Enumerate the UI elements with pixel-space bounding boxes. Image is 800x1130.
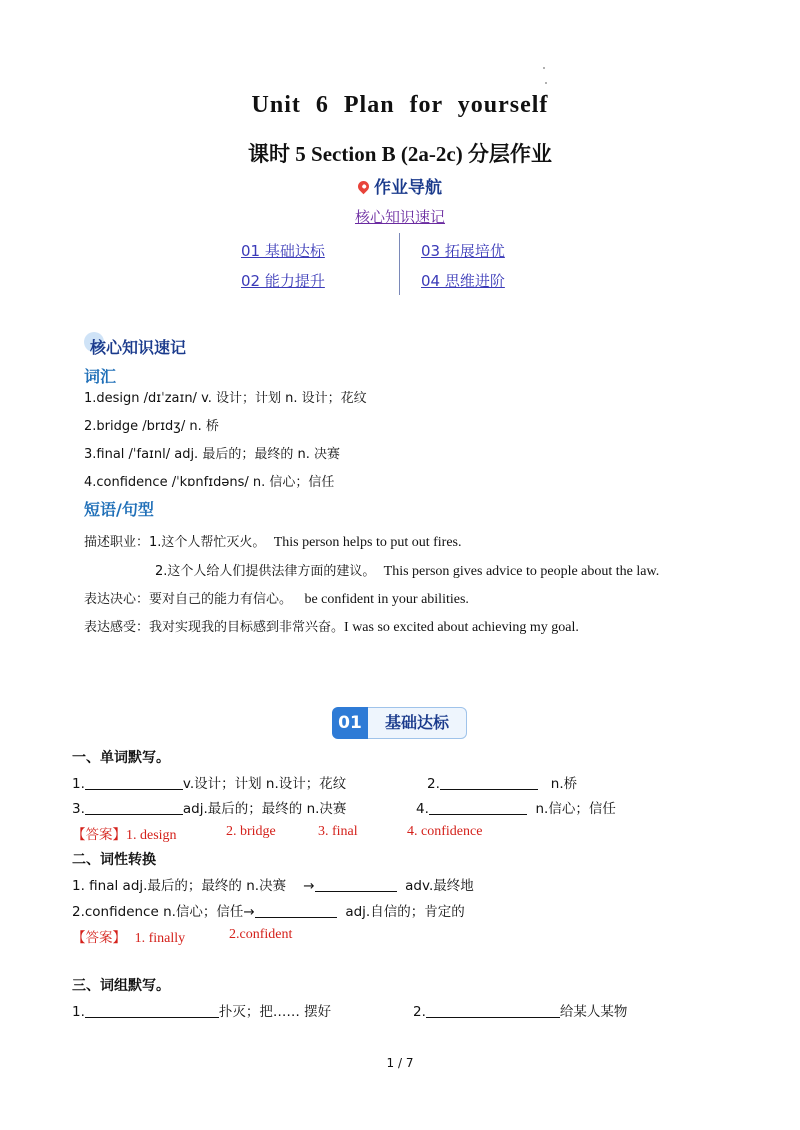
phrase-cn: 我对实现我的目标感到非常兴奋。 xyxy=(149,620,345,635)
question xyxy=(416,797,616,817)
phrase-item xyxy=(84,531,462,551)
vocab-heading: 词汇 xyxy=(84,367,117,386)
answer-item-wrap xyxy=(226,823,276,840)
answer-item: 2.confident xyxy=(229,927,293,942)
question-text: n.信心；信任 xyxy=(535,801,616,817)
question-text: adj.自信的；肯定的 xyxy=(345,904,465,920)
phrase-label: 表达感受： xyxy=(84,620,150,635)
answer-item: 4. confidence xyxy=(407,824,483,839)
page-title: Unit 6 Plan for yourself xyxy=(251,92,549,118)
answer-blank[interactable] xyxy=(429,800,527,815)
phrase-en: This person helps to put out fires. xyxy=(273,535,462,550)
question-text: 扑灭；把…… 摆好 xyxy=(218,1004,332,1020)
core-heading-text: 核心知识速记 xyxy=(90,338,187,357)
nav-link-01[interactable]: 01 基础达标 xyxy=(241,242,325,260)
question-text: v.设计；计划 n.设计；花纹 xyxy=(182,776,347,792)
phrase-cn: 1.这个人帮忙灭火。 xyxy=(149,535,266,550)
answer-item: 1. finally xyxy=(134,931,186,946)
answer-item: 2. bridge xyxy=(226,824,276,839)
core-section-heading xyxy=(84,332,214,358)
section-number: 01 xyxy=(332,707,368,739)
question xyxy=(427,772,577,792)
answer-blank[interactable] xyxy=(255,903,337,918)
nav-heading xyxy=(0,173,800,198)
question xyxy=(72,772,346,792)
nav-divider xyxy=(399,233,400,295)
arrow-icon: → xyxy=(303,878,315,894)
phrase-cn: 2.这个人给人们提供法律方面的建议。 xyxy=(155,564,376,579)
answer-blank[interactable] xyxy=(85,775,183,790)
question-text: 2.confidence n.信心；信任 xyxy=(72,904,244,920)
question-number: 1. xyxy=(72,1004,85,1020)
answer-line xyxy=(72,926,185,947)
phrase-label: 描述职业： xyxy=(84,535,150,550)
answer-blank[interactable] xyxy=(315,877,397,892)
phrase-cn: 要对自己的能力有信心。 xyxy=(149,592,293,607)
answer-item: 1. design xyxy=(126,828,177,843)
decorative-dot xyxy=(545,82,547,84)
question xyxy=(72,874,474,894)
vocab-item: 2.bridge /brɪdʒ/ n. 桥 xyxy=(84,419,219,434)
answer-label: 【答案】 xyxy=(72,930,126,946)
phrase-en: I was so excited about achieving my goal. xyxy=(344,620,579,635)
question-text: adv.最终地 xyxy=(405,878,474,894)
phrase-label: 表达决心： xyxy=(84,592,150,607)
location-pin-icon xyxy=(356,179,372,195)
question-text: 1. final adj.最后的；最终的 n.决赛 xyxy=(72,878,287,894)
vocab-item: 3.final /ˈfaɪnl/ adj. 最后的；最终的 n. 决赛 xyxy=(84,447,340,462)
answer-item-wrap xyxy=(407,823,482,840)
nav-link-02[interactable]: 02 能力提升 xyxy=(241,272,325,290)
phrase-item xyxy=(84,588,469,608)
question-text: 给某人某物 xyxy=(559,1004,628,1020)
question-number: 2. xyxy=(413,1004,426,1020)
section-01-badge xyxy=(332,707,468,739)
question-number: 2. xyxy=(427,776,440,792)
phrase-en: This person gives advice to people about the law. xyxy=(383,564,660,579)
part2-heading: 二、词性转换 xyxy=(72,852,156,868)
question-number: 4. xyxy=(416,801,429,817)
question xyxy=(72,900,465,920)
page-subtitle: 课时 5 Section B (2a-2c) 分层作业 xyxy=(248,142,552,166)
vocab-item: 4.confidence /ˈkɒnfɪdəns/ n. 信心；信任 xyxy=(84,475,335,490)
phrase-item xyxy=(155,560,659,580)
vocab-item: 1.design /dɪˈzaɪn/ v. 设计；计划 n. 设计；花纹 xyxy=(84,391,367,406)
question xyxy=(413,1000,627,1020)
nav-link-04[interactable]: 04 思维进阶 xyxy=(421,272,505,290)
section-label: 基础达标 xyxy=(368,707,467,739)
phrase-heading: 短语/句型 xyxy=(84,500,154,519)
question xyxy=(72,797,346,817)
question-number: 1. xyxy=(72,776,85,792)
nav-heading-text: 作业导航 xyxy=(374,178,442,198)
nav-link-core[interactable]: 核心知识速记 xyxy=(354,208,445,226)
answer-label: 【答案】 xyxy=(72,827,126,843)
phrase-en: be confident in your abilities. xyxy=(304,592,469,607)
part1-heading: 一、单词默写。 xyxy=(72,750,170,766)
answer-line xyxy=(72,823,177,844)
answer-blank[interactable] xyxy=(85,800,183,815)
question xyxy=(72,1000,331,1020)
answer-blank[interactable] xyxy=(426,1003,560,1018)
question-number: 3. xyxy=(72,801,85,817)
phrase-item xyxy=(84,616,579,636)
answer-item: 3. final xyxy=(318,824,358,839)
part3-heading: 三、词组默写。 xyxy=(72,978,170,994)
answer-item-wrap xyxy=(318,823,358,840)
nav-link-03[interactable]: 03 拓展培优 xyxy=(421,242,505,260)
answer-blank[interactable] xyxy=(85,1003,219,1018)
answer-item-wrap xyxy=(229,926,292,943)
arrow-icon: → xyxy=(243,904,255,920)
question-text: n.桥 xyxy=(550,776,578,792)
page-number: 1 / 7 xyxy=(386,1056,414,1070)
decorative-dot xyxy=(543,67,545,69)
question-text: adj.最后的；最终的 n.决赛 xyxy=(182,801,347,817)
answer-blank[interactable] xyxy=(440,775,538,790)
